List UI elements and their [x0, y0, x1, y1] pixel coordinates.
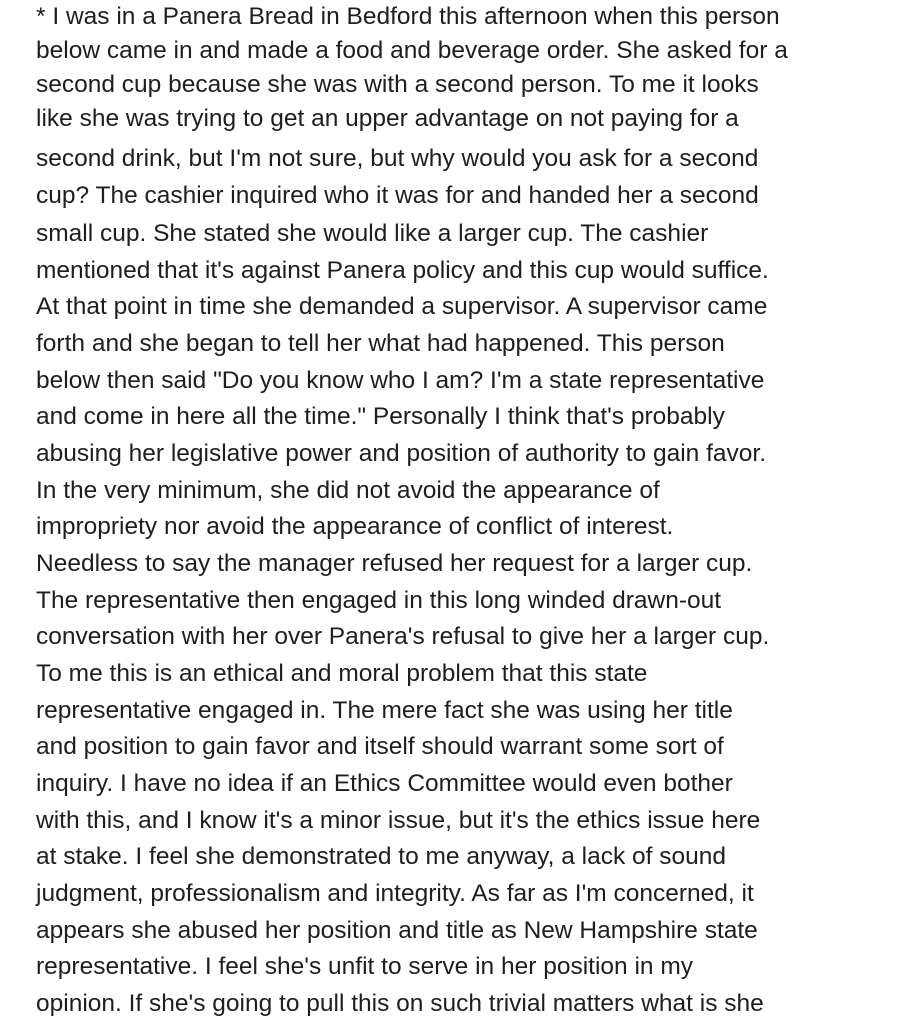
- post-text-line: representative engaged in. The mere fact she was using her title: [36, 697, 733, 724]
- post-text-line: with this, and I know it's a minor issue, but it's the ethics issue here: [36, 807, 761, 834]
- post-text-line: * I was in a Panera Bread in Bedford this afternoon when this person: [36, 3, 780, 30]
- post-text-line: forth and she began to tell her what had happened. This person: [36, 330, 725, 357]
- post-text-line: impropriety nor avoid the appearance of conflict of interest.: [36, 513, 674, 540]
- post-text-line: small cup. She stated she would like a larger cup. The cashier: [36, 220, 709, 247]
- post-text-line: and come in here all the time." Personally I think that's probably: [36, 403, 725, 430]
- post-text-line: below then said "Do you know who I am? I'm a state representative: [36, 367, 765, 394]
- post-text-line: and position to gain favor and itself should warrant some sort of: [36, 733, 724, 760]
- post-text-line: At that point in time she demanded a supervisor. A supervisor came: [36, 293, 768, 320]
- post-text-line: mentioned that it's against Panera policy and this cup would suffice.: [36, 257, 769, 284]
- post-text-line: The representative then engaged in this long winded drawn-out: [36, 587, 722, 614]
- post-text-line: appears she abused her position and title as New Hampshire state: [36, 917, 758, 944]
- post-text-line: To me this is an ethical and moral problem that this state: [36, 660, 648, 687]
- post-text-line: second cup because she was with a second person. To me it looks: [36, 71, 759, 98]
- post-text-line: cup? The cashier inquired who it was for and handed her a second: [36, 182, 759, 209]
- post-text-line: like she was trying to get an upper advantage on not paying for a: [36, 105, 739, 132]
- post-text-line: Needless to say the manager refused her request for a larger cup.: [36, 550, 753, 577]
- post-text-line: representative. I feel she's unfit to serve in her position in my: [36, 953, 693, 980]
- post-text-line: abusing her legislative power and position of authority to gain favor.: [36, 440, 767, 467]
- post-text-line: below came in and made a food and beverage order. She asked for a: [36, 37, 788, 64]
- post-text-line: conversation with her over Panera's refusal to give her a larger cup.: [36, 623, 770, 650]
- post-text-line: opinion. If she's going to pull this on such trivial matters what is she: [36, 990, 764, 1017]
- post-text-line: inquiry. I have no idea if an Ethics Committee would even bother: [36, 770, 733, 797]
- post-text-line: at stake. I feel she demonstrated to me anyway, a lack of sound: [36, 843, 727, 870]
- post-text-line: second drink, but I'm not sure, but why would you ask for a second: [36, 145, 759, 172]
- post-text-line: In the very minimum, she did not avoid the appearance of: [36, 477, 660, 504]
- post-text-line: judgment, professionalism and integrity. As far as I'm concerned, it: [36, 880, 754, 907]
